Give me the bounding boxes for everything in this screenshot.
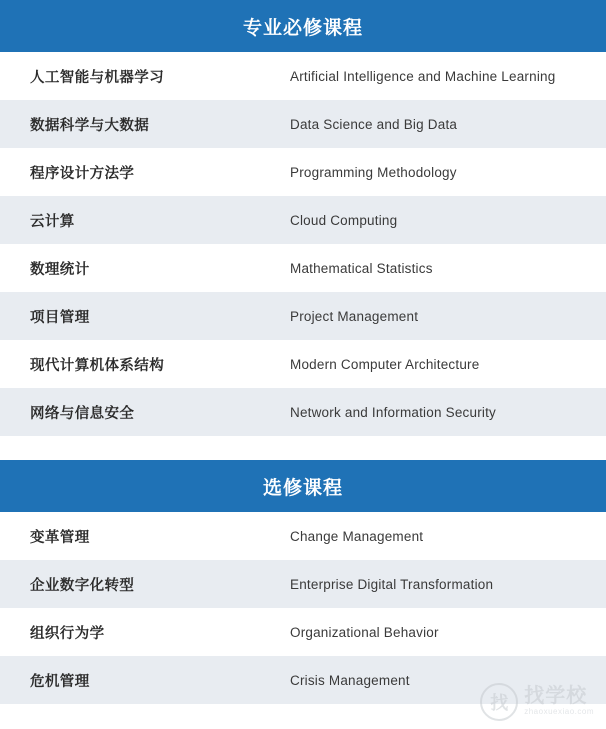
watermark-logo-icon: 找	[480, 683, 518, 721]
table-row	[0, 560, 606, 608]
course-name-en: Modern Computer Architecture	[290, 356, 480, 372]
course-name-en: Programming Methodology	[290, 164, 457, 180]
course-name-en: Network and Information Security	[290, 404, 496, 420]
course-name-en: Organizational Behavior	[290, 624, 439, 640]
course-name-en: Crisis Management	[290, 672, 410, 688]
course-name-cn: 数据科学与大数据	[30, 117, 150, 134]
course-name-cn: 项目管理	[30, 309, 90, 326]
course-name-cn: 现代计算机体系结构	[30, 357, 165, 374]
table-row	[0, 608, 606, 656]
course-name-cn: 网络与信息安全	[30, 405, 135, 422]
course-name-cn: 危机管理	[30, 673, 90, 690]
course-name-cn: 人工智能与机器学习	[30, 69, 165, 86]
table-row	[0, 100, 606, 148]
table-row	[0, 244, 606, 292]
course-name-en: Project Management	[290, 308, 419, 324]
table-row	[0, 340, 606, 388]
section-elective	[0, 460, 606, 707]
section-required-title: 专业必修课程	[0, 0, 606, 52]
course-name-en: Mathematical Statistics	[290, 260, 433, 276]
watermark-domain: zhaoxuexiao.com	[524, 707, 594, 716]
course-name-en: Artificial Intelligence and Machine Learning	[290, 68, 556, 84]
table-row	[0, 656, 606, 707]
section-divider	[0, 436, 606, 460]
course-name-cn: 云计算	[30, 213, 75, 230]
table-row	[0, 388, 606, 436]
course-name-cn: 组织行为学	[30, 625, 105, 642]
table-row	[0, 196, 606, 244]
table-row	[0, 512, 606, 560]
table-row	[0, 52, 606, 100]
section-elective-title: 选修课程	[0, 460, 606, 512]
course-name-en: Enterprise Digital Transformation	[290, 576, 494, 592]
course-name-cn: 企业数字化转型	[30, 577, 135, 594]
table-row	[0, 292, 606, 340]
watermark-name: 找学校	[524, 685, 588, 707]
course-name-cn: 数理统计	[30, 261, 90, 278]
table-row	[0, 148, 606, 196]
course-name-cn: 程序设计方法学	[30, 165, 135, 182]
course-name-en: Cloud Computing	[290, 212, 398, 228]
course-name-cn: 变革管理	[30, 529, 90, 546]
course-name-en: Data Science and Big Data	[290, 116, 458, 132]
course-name-en: Change Management	[290, 528, 424, 544]
